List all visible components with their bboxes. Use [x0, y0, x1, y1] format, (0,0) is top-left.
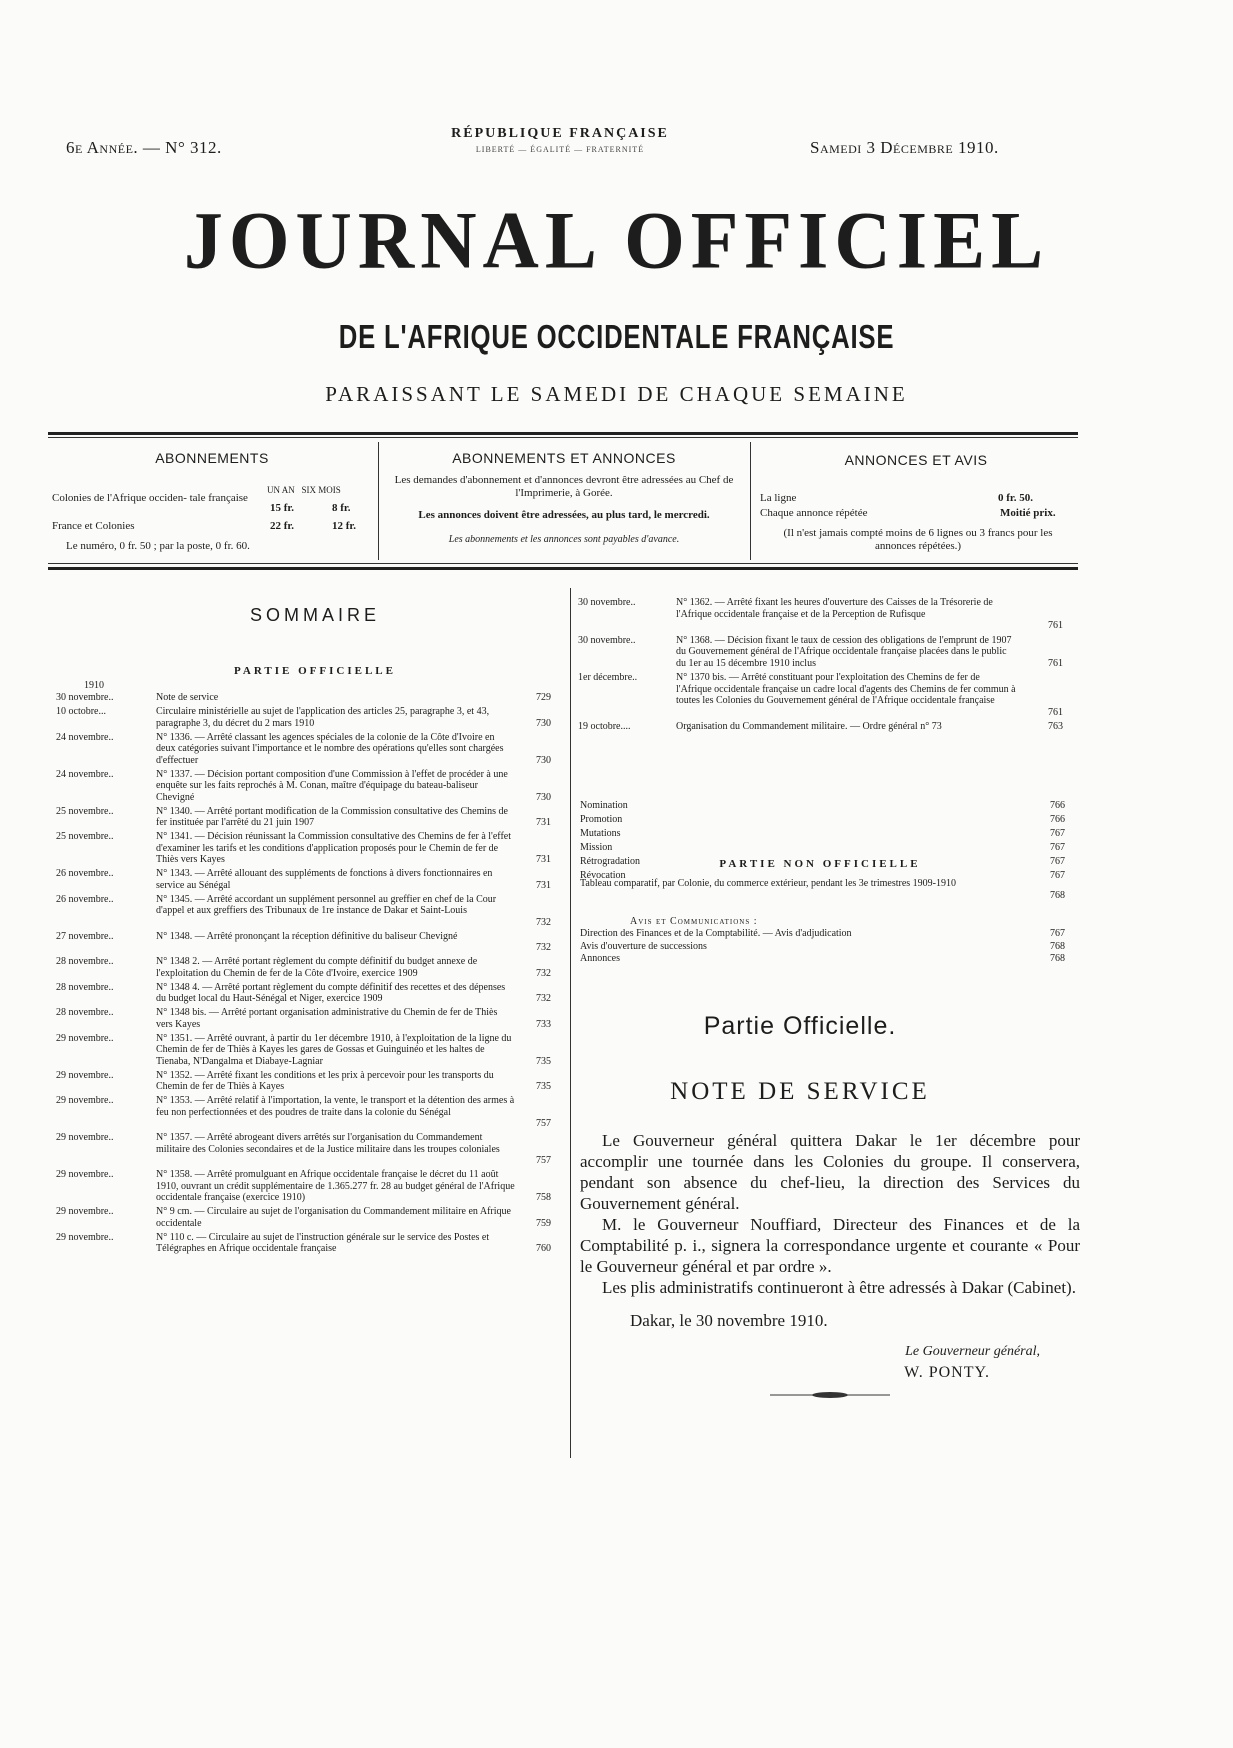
toc-date: 26 novembre..	[56, 893, 114, 905]
toc-text: N° 1336. — Arrêté classant les agences spéciales de la colonie de la Côte d'Ivoire en deux catégories suivant l'importance et le nombre des opérations qu'elles sont chargées d'effectuer	[156, 731, 504, 766]
partie-non-officielle-label: PARTIE NON OFFICIELLE	[719, 858, 921, 870]
toc-date: 19 octobre....	[578, 721, 631, 732]
toc-page-number: 761	[1048, 657, 1063, 669]
note-paragraph-1: Le Gouverneur général quittera Dakar le 1er décembre pour accomplir une tournée dans les Colonies du groupe. Il conservera, pendant son absence du chef-lieu, la direction des Services du Gouvernement général.	[580, 1131, 1080, 1213]
toc-page-number: 768	[1050, 953, 1065, 964]
toc-date: 29 novembre..	[56, 1169, 114, 1180]
toc-page-number: 731	[536, 879, 551, 891]
toc-page-number: 733	[536, 1018, 551, 1030]
toc-page-number: 732	[536, 942, 551, 953]
toc-page-number: 763	[1048, 721, 1063, 732]
annonces-avis-title: ANNONCES ET AVIS	[844, 452, 988, 468]
signer-name: W. PONTY.	[904, 1364, 990, 1381]
toc-page-number: 766	[1050, 814, 1065, 825]
toc-date: 26 novembre..	[56, 868, 114, 879]
abonnements-annonces-title: ABONNEMENTS ET ANNONCES	[452, 450, 676, 466]
note-de-service-title: NOTE DE SERVICE	[670, 1078, 930, 1105]
abonnements-columns	[267, 484, 377, 496]
toc-text: N° 1343. — Arrêté allouant des suppléments de fonctions à divers fonctionnaires en service au Sénégal	[156, 868, 493, 891]
note-date-line: Dakar, le 30 novembre 1910.	[630, 1311, 828, 1330]
toc-date: 28 novembre..	[56, 956, 114, 967]
toc-text: N° 1348 2. — Arrêté portant règlement du compte définitif du budget annexe de l'exploitation du Chemin de fer de la Côte d'Ivoire, exercice 1909	[156, 956, 478, 979]
abo-annonces-text1: Les demandes d'abonnement et d'annonces devront être adressées au Chef de l'Imprimerie, à Gorée.	[394, 474, 734, 499]
issue-number: 6e Année. — N° 312.	[66, 138, 222, 157]
toc-date: 29 novembre..	[56, 1206, 114, 1217]
tableau-text: Tableau comparatif, par Colonie, du commerce extérieur, pendant les 3e trimestres 1909-1910	[580, 878, 956, 889]
toc-date: 29 novembre..	[56, 1069, 114, 1081]
toc-text: N° 1352. — Arrêté fixant les conditions et les prix à percevoir pour les transports du Chemin de fer de Thiès à Kayes	[156, 1069, 494, 1092]
toc-date: 24 novembre..	[56, 768, 114, 780]
publication-frequency: PARAISSANT LE SAMEDI DE CHAQUE SEMAINE	[325, 382, 908, 406]
issue-date: Samedi 3 Décembre 1910.	[810, 138, 999, 157]
annonces-note: (Il n'est jamais compté moins de 6 lignes ou 3 francs pour les annonces répétées.)	[783, 527, 1053, 552]
abonnements-title: ABONNEMENTS	[155, 450, 269, 466]
toc-page-number: 730	[536, 791, 551, 803]
toc-date: 1er décembre..	[578, 672, 638, 683]
repetee-prix: Moitié prix.	[1000, 507, 1056, 519]
toc-text: N° 1353. — Arrêté relatif à l'importation, la vente, le transport et la détention des armes à feu non perfectionnées et des poudres de traite dans la colonie du Sénégal	[156, 1095, 515, 1118]
toc-page-number: 767	[1050, 928, 1065, 939]
toc-date: 25 novembre..	[56, 805, 114, 817]
toc-date: 10 octobre...	[56, 706, 106, 717]
toc-text: Mutations	[580, 828, 621, 839]
toc-text: N° 1348. — Arrêté prononçant la réception définitive du baliseur Chevigné	[156, 930, 458, 942]
toc-text: Rétrogradation	[580, 856, 640, 867]
toc-date: 30 novembre..	[56, 692, 114, 703]
toc-text: Circulaire ministérielle au sujet de l'application des articles 25, paragraphe 3, et 43, paragraphe 3, du décret du 2 mars 1910	[156, 706, 490, 729]
toc-text: N° 1341. — Décision réunissant la Commission consultative des Chemins de fer à l'effet d'examiner les tarifs et les conditions d'application proposés pour le Chemin de fer de Thiès vers Kayes	[156, 831, 511, 865]
abo-numero: Le numéro, 0 fr. 50 ; par la poste, 0 fr. 60.	[66, 540, 250, 552]
toc-text: N° 1362. — Arrêté fixant les heures d'ouverture des Caisses de la Trésorerie de l'Afrique occidentale française et de la Perception de Rufisque	[676, 597, 993, 620]
toc-text: N° 1348 4. — Arrêté portant règlement du compte définitif des recettes et des dépenses du budget local du Haut-Sénégal et Niger, exercice 1909	[156, 981, 506, 1004]
toc-page-number: 732	[536, 993, 551, 1004]
partie-officielle-title: Partie Officielle.	[703, 1012, 897, 1040]
note-paragraph-3: Les plis administratifs continueront à être adressés à Dakar (Cabinet).	[602, 1278, 1076, 1297]
toc-text: Mission	[580, 842, 613, 853]
abonnements-box	[52, 450, 372, 552]
toc-page-number: 767	[1050, 842, 1065, 853]
toc-date: 27 novembre..	[56, 930, 114, 942]
ligne-label: La ligne	[760, 492, 797, 504]
devise-label: LIBERTÉ — ÉGALITÉ — FRATERNITÉ	[475, 145, 645, 154]
toc-text: N° 110 c. — Circulaire au sujet de l'instruction générale sur le service des Postes et Télégraphes en Afrique occidentale française	[156, 1231, 490, 1254]
toc-date: 29 novembre..	[56, 1032, 114, 1044]
abo-row1-label: Colonies de l'Afrique occiden- tale française	[52, 492, 248, 504]
abo-row2-six-mois: 12 fr.	[332, 520, 357, 532]
toc-text: Nomination	[580, 800, 628, 811]
toc-page-number: 730	[536, 717, 551, 729]
toc-page-number: 732	[536, 916, 551, 928]
toc-date: 29 novembre..	[56, 1231, 114, 1243]
toc-page-number: 735	[536, 1081, 551, 1092]
toc-text: N° 1348 bis. — Arrêté portant organisation administrative du Chemin de fer de Thiès vers Kayes	[156, 1007, 498, 1030]
toc-page-number: 757	[536, 1155, 551, 1166]
sommaire-year: 1910	[84, 680, 104, 691]
toc-page-number: 731	[536, 817, 551, 828]
toc-page-number: 735	[536, 1055, 551, 1067]
journal-title: JOURNAL OFFICIEL	[183, 193, 1050, 286]
toc-date: 29 novembre..	[56, 1132, 114, 1143]
top-rule	[48, 432, 1078, 435]
toc-text: N° 1340. — Arrêté portant modification de la Commission consultative des Chemins de fer instituée par l'arrêté du 21 juin 1907	[156, 805, 508, 828]
toc-date: 30 novembre..	[578, 634, 636, 646]
toc-page-number: 730	[536, 754, 551, 766]
sommaire-title: SOMMAIRE	[249, 605, 380, 625]
toc-page-number: 767	[1050, 828, 1065, 839]
toc-page-number: 758	[536, 1192, 551, 1203]
col-un-an: UN AN	[267, 485, 295, 495]
bottom-rule	[48, 567, 1078, 570]
repetee-label: Chaque annonce répétée	[760, 507, 868, 519]
toc-text: Révocation	[580, 870, 626, 881]
toc-page-number: 767	[1050, 870, 1065, 881]
toc-page-number: 766	[1050, 800, 1065, 811]
top-rule-thin	[48, 437, 1078, 438]
toc-avis-list	[580, 928, 1072, 972]
toc-page-number: 767	[1050, 856, 1065, 867]
signer-title: Le Gouverneur général,	[905, 1344, 1040, 1359]
toc-page-number: 729	[536, 692, 551, 703]
toc-text: Promotion	[580, 814, 623, 825]
ornament-divider-icon	[770, 1390, 890, 1400]
toc-text: N° 9 cm. — Circulaire au sujet de l'organisation du Commandement militaire en Afrique occidentale	[156, 1206, 511, 1229]
toc-text: N° 1358. — Arrêté promulguant en Afrique occidentale française le décret du 11 août 1910, ouvrant un crédit supplémentaire de 1.365.277 fr. 28 au budget général de l'Afrique occidentale française (exercice 1910)	[156, 1169, 515, 1203]
toc-text: N° 1370 bis. — Arrêté constituant pour l'exploitation des Chemins de fer de l'Afrique occidentale française un cadre local d'agents des Chemins de fer commun à toutes les Colonies du Gouvernement général de l'Afrique occidentale française	[676, 672, 1016, 706]
toc-date: 30 novembre..	[578, 597, 636, 608]
toc-text: N° 1345. — Arrêté accordant un supplément personnel au greffier en chef de la Cour d'appel et aux greffiers des Tribunaux de 1re instance de Dakar et Saint-Louis	[156, 893, 497, 916]
toc-date: 24 novembre..	[56, 731, 114, 743]
annonces-avis-box	[760, 452, 1072, 552]
abonnements-annonces-box	[385, 450, 743, 546]
bottom-rule-thin	[48, 563, 1078, 564]
col-six-mois: SIX MOIS	[301, 485, 341, 495]
avis-title: Avis et Communications :	[630, 916, 758, 927]
republic-header	[390, 126, 730, 154]
toc-page-number: 732	[536, 967, 551, 979]
toc-text: N° 1368. — Décision fixant le taux de cession des obligations de l'emprunt de 1907 du Gouvernement général de l'Afrique occidentale française placées dans le public du 1er au 15 décembre 1910 inclus	[676, 634, 1012, 669]
abo-row2-un-an: 22 fr.	[270, 520, 295, 532]
toc-date: 28 novembre..	[56, 1007, 114, 1018]
toc-text: Annonces	[580, 953, 620, 964]
toc-left-column	[56, 692, 561, 1452]
abo-row2-label: France et Colonies	[52, 520, 135, 532]
toc-date: 29 novembre..	[56, 1095, 114, 1106]
toc-date: 28 novembre..	[56, 981, 114, 993]
toc-page-number: 757	[536, 1118, 551, 1129]
toc-page-number: 768	[1050, 940, 1065, 952]
tableau-page: 768	[1050, 890, 1065, 901]
journal-subtitle: DE L'AFRIQUE OCCIDENTALE FRANÇAISE	[338, 318, 895, 355]
toc-page-number: 760	[536, 1243, 551, 1254]
toc-text: N° 1357. — Arrêté abrogeant divers arrêtés sur l'organisation du Commandement militaire des Colonies secondaires et de la Justice militaire dans les troupes coloniales	[156, 1132, 500, 1155]
note-paragraph-2: M. le Gouverneur Nouffiard, Directeur des Finances et de la Comptabilité p. i., signera la correspondance urgente et courante « Pour le Gouverneur général et par ordre ».	[580, 1215, 1080, 1276]
toc-date: 25 novembre..	[56, 831, 114, 842]
abo-row1-un-an: 15 fr.	[270, 502, 295, 514]
abo-row1-six-mois: 8 fr.	[332, 502, 351, 514]
toc-tableau	[580, 878, 1072, 918]
ligne-prix: 0 fr. 50.	[998, 492, 1034, 504]
toc-text: N° 1337. — Décision portant composition d'une Commission à l'effet de procéder à une enquête sur les faits reprochés à M. Conan, maître d'équipage du bateau-baliseur Chevigné	[156, 768, 508, 803]
toc-text: Avis d'ouverture de successions	[580, 940, 707, 952]
toc-page-number: 759	[536, 1217, 551, 1229]
toc-page-number: 731	[536, 854, 551, 865]
note-body	[580, 1130, 1080, 1383]
abo-annonces-text2: Les annonces doivent être adressées, au plus tard, le mercredi.	[418, 509, 710, 521]
abo-annonces-text3: Les abonnements et les annonces sont payables d'avance.	[448, 534, 680, 545]
partie-officielle-label: PARTIE OFFICIELLE	[234, 665, 396, 677]
toc-text: Direction des Finances et de la Comptabilité. — Avis d'adjudication	[580, 928, 852, 939]
toc-text: Note de service	[156, 692, 219, 703]
toc-text: N° 1351. — Arrêté ouvrant, à partir du 1er décembre 1910, à l'exploitation de la ligne du Chemin de fer de Thiès à Kayes les gares de Gossas et Guinguinéo et les haltes de Tienaba, N'Dangalma et Diabaye-Lagniar	[156, 1032, 512, 1067]
toc-page-number: 761	[1048, 706, 1063, 718]
box-divider-2	[750, 442, 751, 560]
toc-page-number: 761	[1048, 620, 1063, 631]
republique-label: RÉPUBLIQUE FRANÇAISE	[451, 126, 669, 141]
toc-text: Organisation du Commandement militaire. — Ordre général n° 73	[676, 721, 942, 732]
